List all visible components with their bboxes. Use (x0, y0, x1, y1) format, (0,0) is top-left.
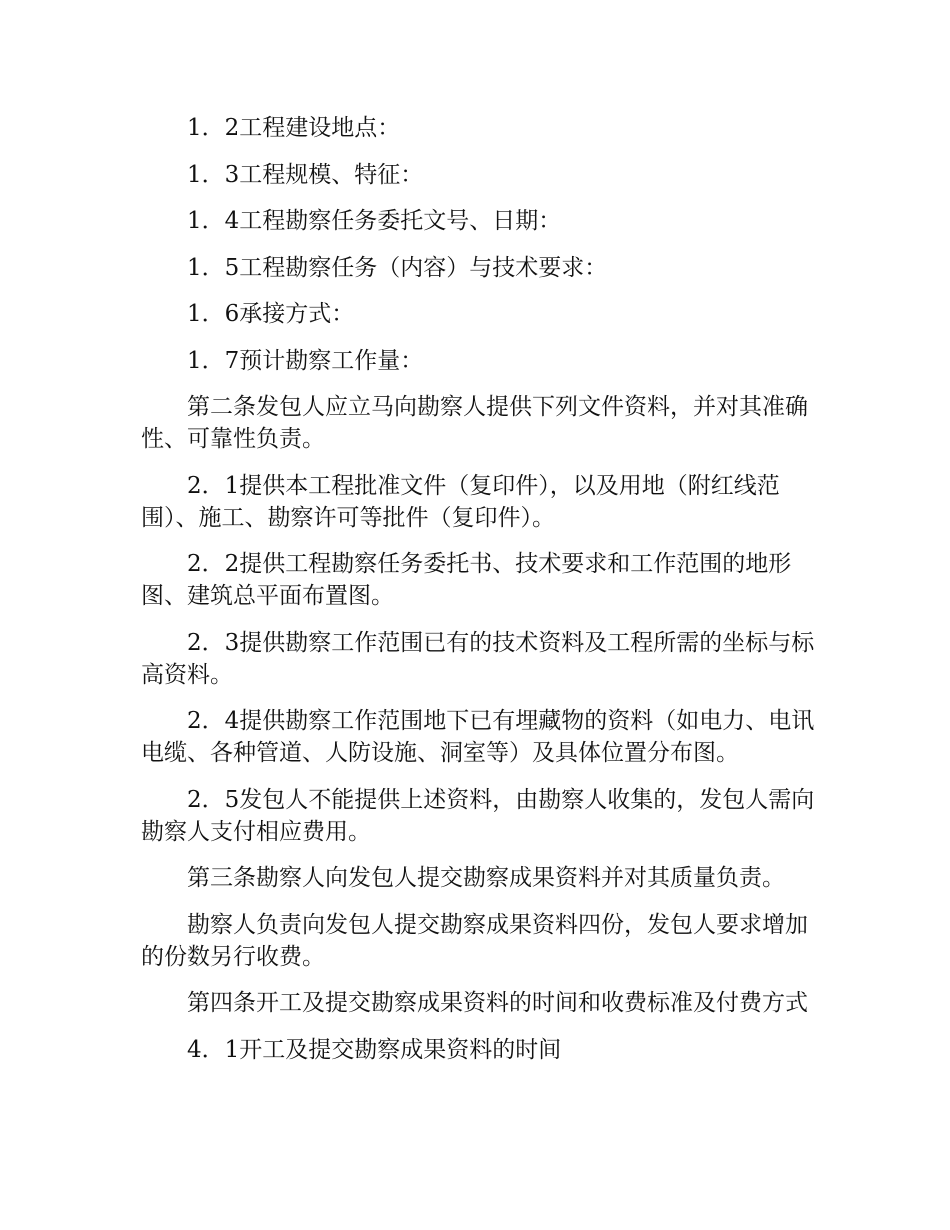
article-2-heading: 第二条发包人应立马向勘察人提供下列文件资料，并对其准确性、可靠性负责。 (141, 394, 808, 452)
paragraph-1-4-commission: 1．4工程勘察任务委托文号、日期： (187, 208, 562, 234)
paragraph-2-3: 2．3提供勘察工作范围已有的技术资料及工程所需的坐标与标高资料。 (141, 629, 815, 688)
paragraph-2-5: 2．5发包人不能提供上述资料，由勘察人收集的，发包人需向勘察人支付相应费用。 (141, 786, 815, 845)
paragraph-1-7-workload: 1．7预计勘察工作量： (187, 347, 424, 374)
paragraph-2-4: 2．4提供勘察工作范围地下已有埋藏物的资料（如电力、电讯电缆、各种管道、人防设施、洞室等）及具体位置分布图。 (141, 708, 815, 766)
paragraph-1-2-site: 1．2工程建设地点： (187, 115, 401, 141)
paragraph-3-copies: 勘察人负责向发包人提交勘察成果资料四份，发包人要求增加的份数另行收费。 (141, 911, 808, 970)
paragraph-1-3-scale: 1．3工程规模、特征： (187, 161, 424, 188)
document-body (141, 112, 821, 1080)
paragraph-2-1: 2．1提供本工程批准文件（复印件），以及用地（附红线范围）、施工、勘察许可等批件（复印件）。 (141, 472, 780, 531)
paragraph-2-2: 2．2提供工程勘察任务委托书、技术要求和工作范围的地形图、建筑总平面布置图。 (141, 551, 792, 609)
paragraph-1-5-task: 1．5工程勘察任务（内容）与技术要求： (187, 254, 608, 281)
article-3-heading: 第三条勘察人向发包人提交勘察成果资料并对其质量负责。 (187, 865, 785, 891)
paragraph-4-1: 4．1开工及提交勘察成果资料的时间 (187, 1036, 562, 1063)
article-4-heading: 第四条开工及提交勘察成果资料的时间和收费标准及付费方式 (187, 990, 808, 1016)
paragraph-1-6-method: 1．6承接方式： (187, 301, 355, 327)
